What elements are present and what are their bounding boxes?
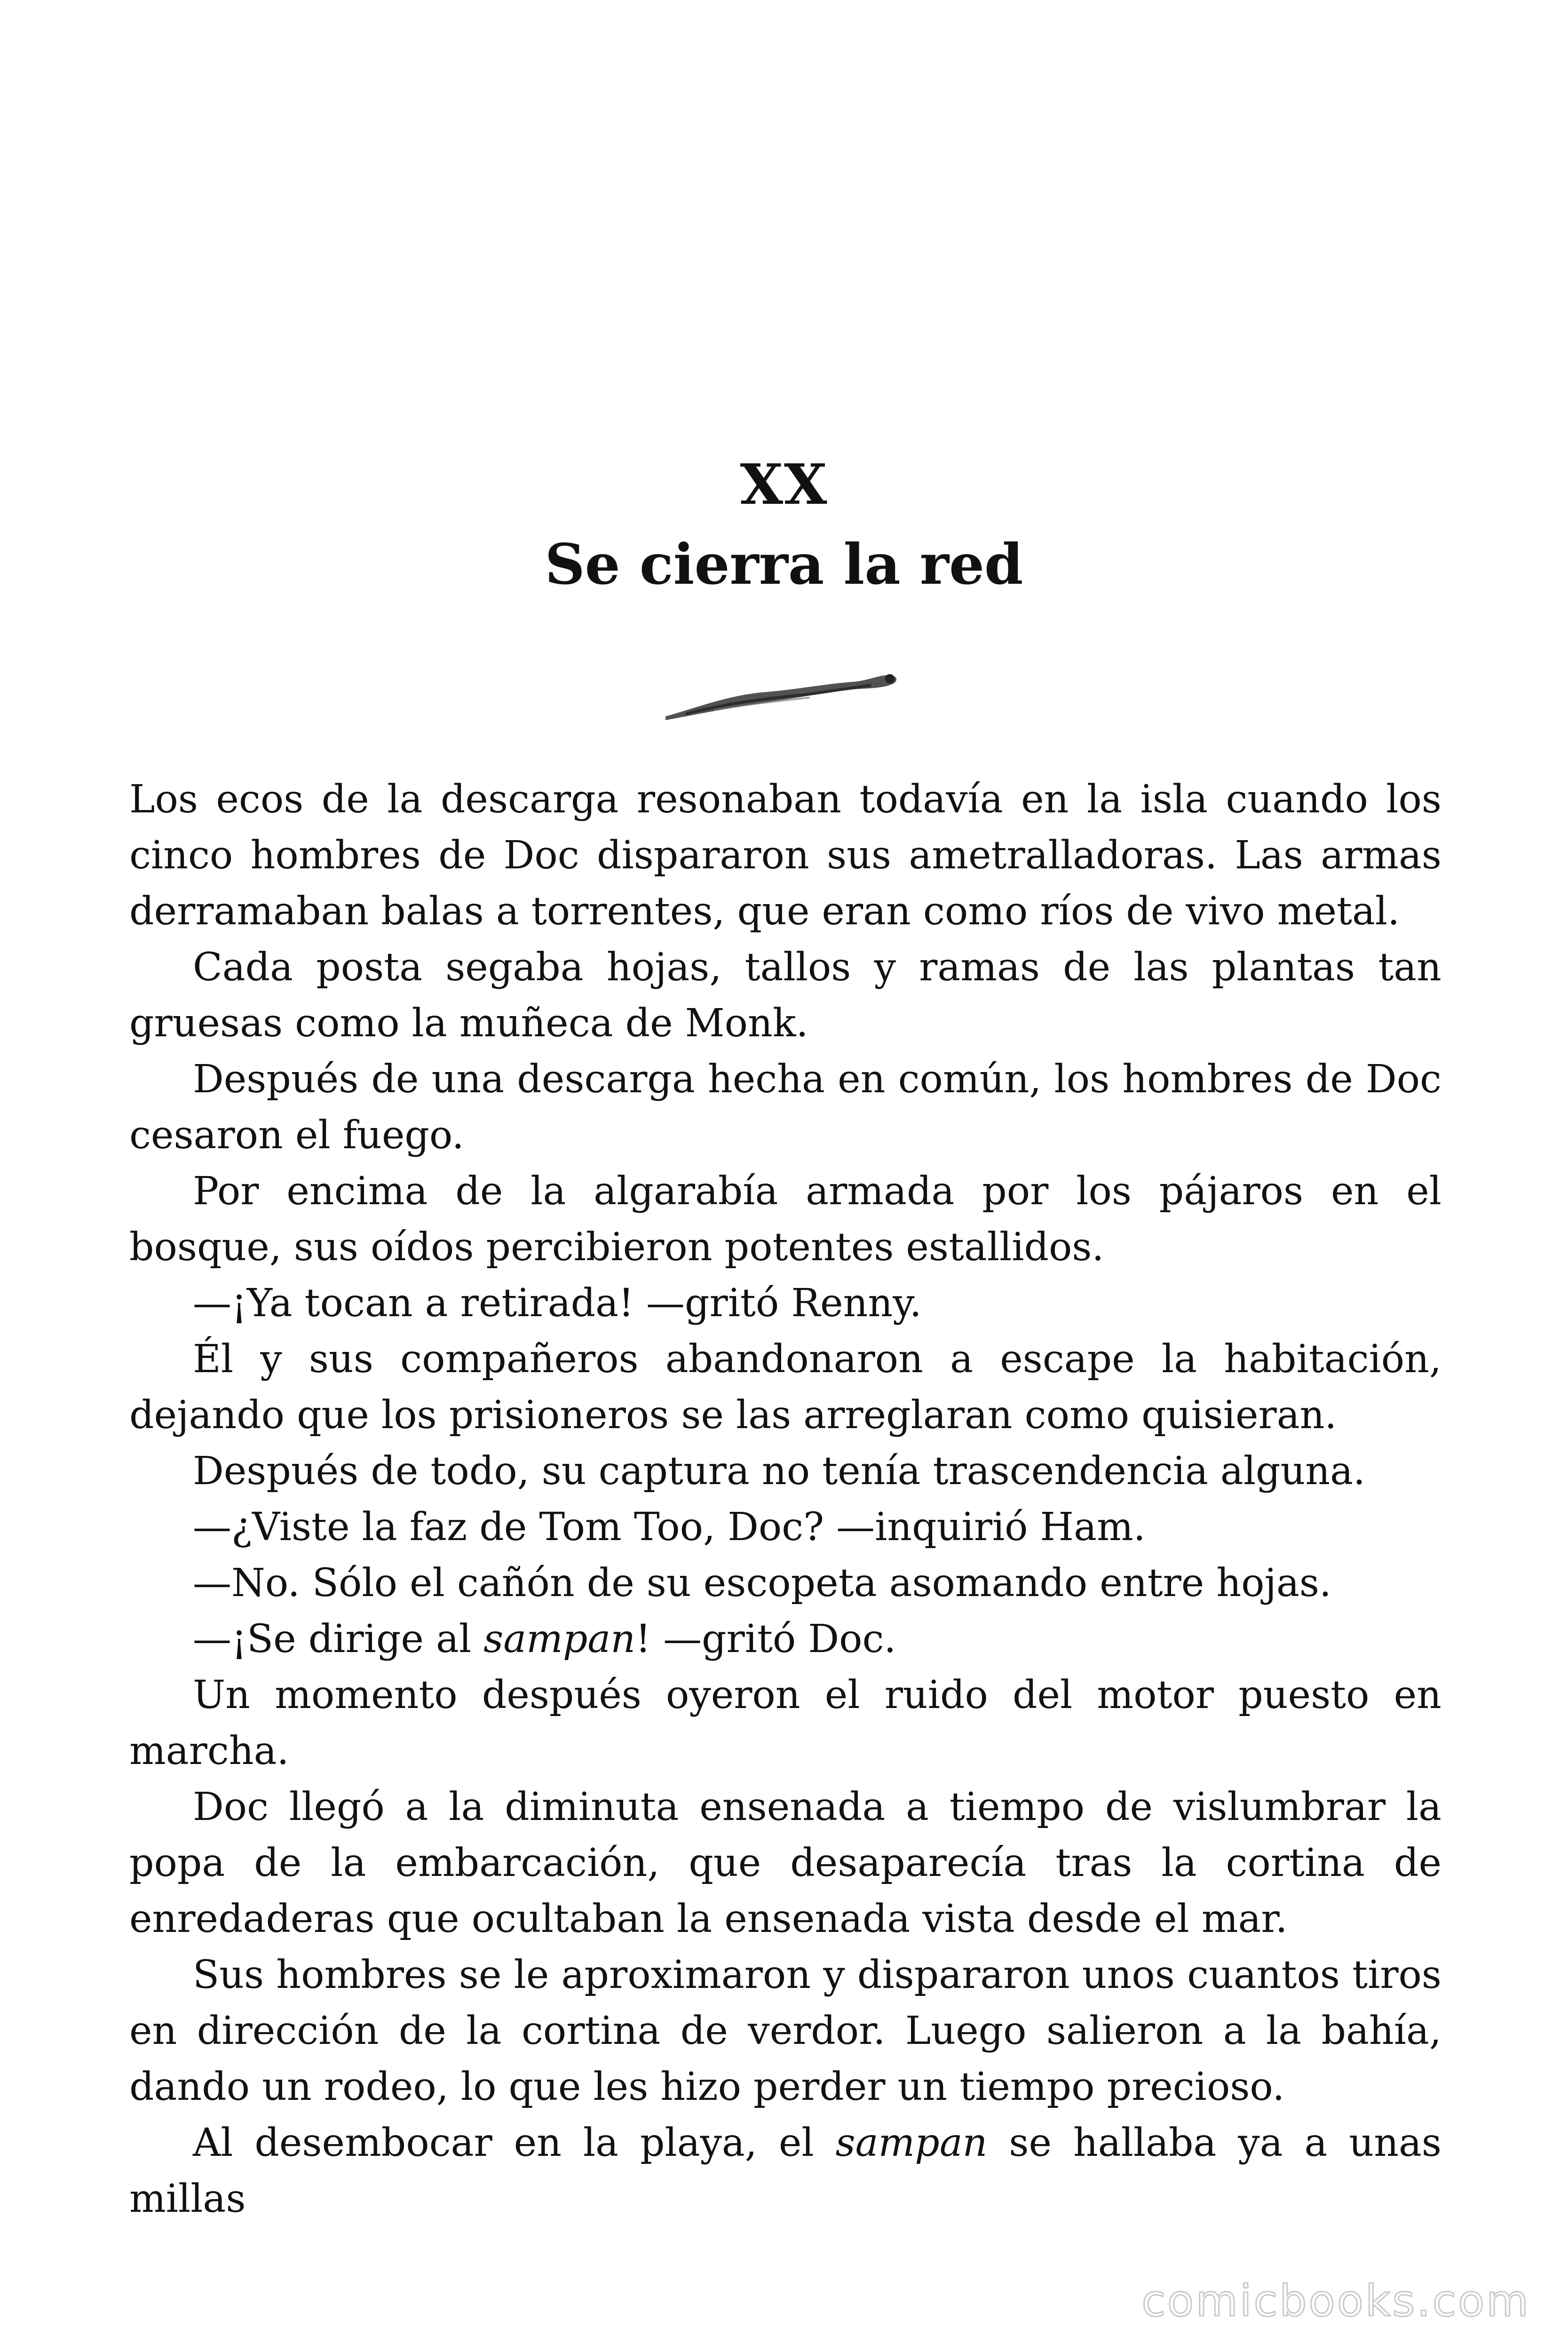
paragraph-text: Un momento después oyeron el ruido del motor puesto en marcha. <box>129 1673 1441 1773</box>
paragraph-text: Doc llegó a la diminuta ensenada a tiempo de vislumbrar la popa de la embarcación, que desaparecía tras la cortina de enredaderas que ocultaban la ensenada vista desde el mar. <box>129 1785 1441 1941</box>
paragraph-text: Por encima de la algarabía armada por los pájaros en el bosque, sus oídos percibieron potentes estallidos. <box>129 1169 1441 1270</box>
paragraph-text: Después de todo, su captura no tenía trascendencia alguna. <box>193 1449 1366 1494</box>
paragraph <box>129 2115 1441 2227</box>
watermark: comicbooks.com <box>1141 2276 1530 2326</box>
paragraph <box>129 939 1441 1051</box>
paragraph-text: Sus hombres se le aproximaron y dispararon unos cuantos tiros en dirección de la cortina de verdor. Luego salieron a la bahía, dando un rodeo, lo que les hizo perder un tiempo precioso. <box>129 1953 1441 2109</box>
paragraph <box>129 1947 1441 2115</box>
paragraph <box>129 1611 1441 1667</box>
paragraph-text: —¿Viste la faz de Tom Too, Doc? —inquirió Ham. <box>193 1505 1146 1549</box>
paragraph-text: Al desembocar en la playa, el <box>193 2121 836 2165</box>
paragraph <box>129 771 1441 939</box>
chapter-title: Se cierra la red <box>545 532 1023 597</box>
italic-term: sampan <box>483 1617 636 1661</box>
paragraph-text: —No. Sólo el cañón de su escopeta asomando entre hojas. <box>193 1561 1332 1605</box>
paragraph <box>129 1275 1441 1331</box>
paragraph <box>129 1779 1441 1947</box>
paragraph <box>129 1443 1441 1499</box>
paragraph-text: Después de una descarga hecha en común, los hombres de Doc cesaron el fuego. <box>129 1057 1441 1158</box>
paragraph <box>129 1555 1441 1611</box>
paragraph-text: —¡Ya tocan a retirada! —gritó Renny. <box>193 1281 922 1326</box>
italic-term: sampan <box>835 2121 988 2165</box>
paragraph <box>129 1051 1441 1163</box>
paragraph-text: Cada posta segaba hojas, tallos y ramas de las plantas tan gruesas como la muñeca de Monk. <box>129 945 1441 1046</box>
paragraph-text: Los ecos de la descarga resonaban todavía en la isla cuando los cinco hombres de Doc dispararon sus ametralladoras. Las armas derramaban balas a torrentes, que eran como ríos de vivo metal. <box>129 777 1441 934</box>
brush-stroke-ornament-icon <box>658 661 903 736</box>
paragraph-text: —¡Se dirige al <box>193 1617 484 1661</box>
paragraph <box>129 1331 1441 1443</box>
paragraph-text: se hallaba ya a unas millas <box>129 2121 1441 2221</box>
paragraph <box>129 1667 1441 1779</box>
paragraph <box>129 1163 1441 1275</box>
chapter-body-text <box>129 771 1441 2227</box>
paragraph-text: Él y sus compañeros abandonaron a escape la habitación, dejando que los prisioneros se las arreglaran como quisieran. <box>129 1337 1441 1438</box>
paragraph-text: ! —gritó Doc. <box>635 1617 896 1661</box>
chapter-number: XX <box>740 452 828 517</box>
paragraph <box>129 1499 1441 1555</box>
